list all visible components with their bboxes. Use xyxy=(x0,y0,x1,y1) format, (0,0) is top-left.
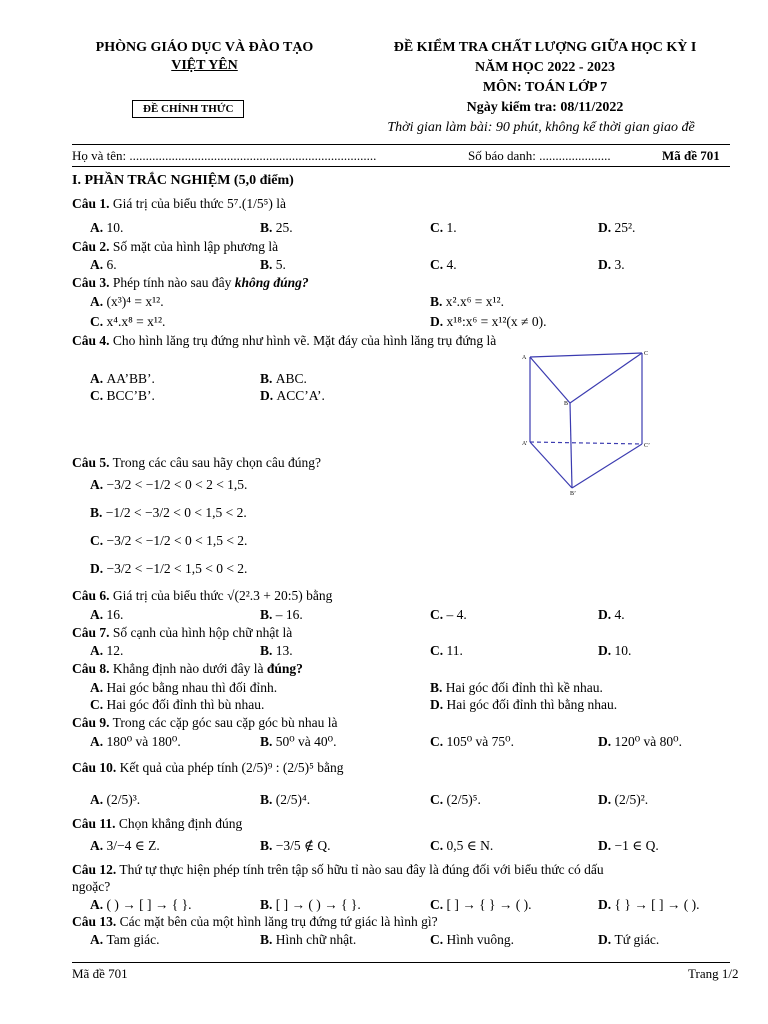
option-text: Hình vuông. xyxy=(446,932,514,947)
option-letter: C. xyxy=(430,734,447,749)
option-letter: A. xyxy=(90,734,107,749)
option-a[interactable] xyxy=(90,792,140,808)
option-letter: D. xyxy=(598,838,615,853)
option-d[interactable] xyxy=(598,220,635,236)
option-b[interactable] xyxy=(260,371,307,387)
option-letter: A. xyxy=(90,643,107,658)
option-b[interactable] xyxy=(260,607,303,623)
option-d[interactable] xyxy=(598,734,682,750)
option-d[interactable] xyxy=(598,792,648,808)
option-letter: D. xyxy=(598,220,615,235)
option-letter: A. xyxy=(90,897,107,912)
option-letter: B. xyxy=(90,505,106,520)
option-text: 3/−4 ∈ Z. xyxy=(106,838,160,853)
option-letter: B. xyxy=(260,734,276,749)
question-13 xyxy=(72,914,438,930)
option-d[interactable] xyxy=(598,897,699,913)
vertex-label: C’ xyxy=(644,443,650,449)
official-exam-box: ĐỀ CHÍNH THỨC xyxy=(132,100,244,118)
option-letter: A. xyxy=(90,838,107,853)
question-label: Câu 7. xyxy=(72,625,110,640)
option-letter: B. xyxy=(430,680,446,695)
student-id-field: Số báo danh: ...................... xyxy=(468,148,611,163)
option-text: x².x⁶ = x¹². xyxy=(445,294,504,309)
option-d[interactable] xyxy=(598,932,659,948)
prism-hidden-edge xyxy=(530,442,642,444)
option-text: BCC’B’. xyxy=(106,388,155,403)
option-letter: B. xyxy=(260,607,276,622)
option-text: 25. xyxy=(275,220,293,235)
option-c[interactable] xyxy=(90,314,165,330)
option-letter: B. xyxy=(260,643,276,658)
option-text: 180⁰ và 180⁰. xyxy=(106,734,181,749)
option-letter: B. xyxy=(260,897,276,912)
option-letter: C. xyxy=(90,314,107,329)
exam-duration: Thời gian làm bài: 90 phút, không kể thời gian giao đề xyxy=(387,120,695,135)
question-label: Câu 8. xyxy=(72,661,110,676)
option-c[interactable] xyxy=(430,257,457,273)
option-letter: A. xyxy=(90,792,107,807)
question-12 xyxy=(72,862,604,878)
option-c[interactable] xyxy=(430,932,514,948)
option-text: x¹⁸:x⁶ = x¹²(x ≠ 0). xyxy=(446,314,547,329)
option-c[interactable] xyxy=(430,838,493,854)
option-b[interactable] xyxy=(260,838,331,854)
option-letter: B. xyxy=(260,932,276,947)
option-d[interactable] xyxy=(598,607,625,623)
option-text: 4. xyxy=(614,607,625,622)
student-info-divider xyxy=(72,166,730,167)
vertex-label: A xyxy=(522,355,527,361)
option-letter: D. xyxy=(430,314,447,329)
option-letter: C. xyxy=(430,792,447,807)
option-letter: D. xyxy=(90,561,107,576)
option-text: Hai góc đối đỉnh thì bù nhau. xyxy=(106,697,265,712)
option-letter: C. xyxy=(430,932,447,947)
option-letter: B. xyxy=(260,838,276,853)
option-a[interactable] xyxy=(90,607,123,623)
option-text: { } → [ ] → ( ). xyxy=(614,897,700,912)
question-emphasis: không đúng? xyxy=(234,275,309,290)
option-letter: A. xyxy=(90,371,107,386)
vertex-label: B’ xyxy=(570,491,576,495)
prism-edge xyxy=(570,353,642,403)
option-letter: D. xyxy=(598,932,615,947)
option-text: 10. xyxy=(106,220,124,235)
option-c[interactable] xyxy=(430,897,531,913)
footer-divider xyxy=(72,962,730,963)
option-b[interactable] xyxy=(260,792,310,808)
question-text: Số mặt của hình lập phương là xyxy=(112,239,279,254)
question-8 xyxy=(72,661,303,677)
question-text: Trong các câu sau hãy chọn câu đúng? xyxy=(112,455,321,470)
option-text: 13. xyxy=(275,643,293,658)
question-emphasis: đúng? xyxy=(266,661,303,676)
option-letter: C. xyxy=(430,643,447,658)
option-letter: B. xyxy=(430,294,446,309)
option-c[interactable] xyxy=(430,643,463,659)
option-letter: A. xyxy=(90,932,107,947)
option-text: −3/5 ∉ Q. xyxy=(275,838,331,853)
option-text: 5. xyxy=(275,257,286,272)
option-a[interactable] xyxy=(90,838,160,854)
question-text: Cho hình lăng trụ đứng như hình vẽ. Mặt đáy của hình lăng trụ đứng là xyxy=(112,333,497,348)
question-text: Khẳng định nào dưới đây là xyxy=(112,661,264,676)
question-text: Các mặt bên của một hình lăng trụ đứng tứ giác là hình gì? xyxy=(119,914,438,929)
option-letter: C. xyxy=(90,697,107,712)
prism-figure xyxy=(520,345,660,495)
option-letter: A. xyxy=(90,607,107,622)
prism-edge xyxy=(572,444,642,488)
option-c[interactable] xyxy=(90,388,155,404)
option-d[interactable] xyxy=(430,697,617,713)
prism-edge xyxy=(530,357,570,403)
option-text: 12. xyxy=(106,643,124,658)
question-label: Câu 12. xyxy=(72,862,117,877)
question-text: Số cạnh của hình hộp chữ nhật là xyxy=(112,625,293,640)
vertex-label: B xyxy=(564,401,569,407)
question-text: Trong các cặp góc sau cặp góc bù nhau là xyxy=(112,715,338,730)
option-letter: D. xyxy=(598,257,615,272)
option-b[interactable] xyxy=(260,643,293,659)
option-text: (2/5)². xyxy=(614,792,649,807)
option-text: Hai góc đối đỉnh thì bằng nhau. xyxy=(446,697,618,712)
subject: MÔN: TOÁN LỚP 7 xyxy=(482,80,608,95)
option-text: (2/5)³. xyxy=(106,792,141,807)
option-text: −3/2 < −1/2 < 1,5 < 0 < 2. xyxy=(106,561,248,576)
question-label: Câu 5. xyxy=(72,455,110,470)
option-text: −1/2 < −3/2 < 0 < 1,5 < 2. xyxy=(105,505,247,520)
option-c[interactable] xyxy=(430,220,457,236)
option-text: – 16. xyxy=(275,607,303,622)
section-title: I. PHẦN TRẮC NGHIỆM (5,0 điểm) xyxy=(72,173,294,188)
question-2 xyxy=(72,239,278,255)
option-letter: A. xyxy=(90,680,107,695)
option-text: 120⁰ và 80⁰. xyxy=(614,734,682,749)
option-text: Hai góc đối đỉnh thì kề nhau. xyxy=(445,680,603,695)
option-a[interactable] xyxy=(90,897,191,913)
option-letter: B. xyxy=(260,371,276,386)
option-a[interactable] xyxy=(90,734,181,750)
option-text: – 4. xyxy=(446,607,467,622)
option-text: 16. xyxy=(106,607,124,622)
question-label: Câu 9. xyxy=(72,715,110,730)
option-b[interactable] xyxy=(260,897,361,913)
question-3 xyxy=(72,275,309,291)
option-a[interactable] xyxy=(90,371,155,387)
option-letter: A. xyxy=(90,257,107,272)
option-a[interactable] xyxy=(90,257,117,273)
question-text: Phép tính nào sau đây xyxy=(112,275,232,290)
question-9 xyxy=(72,715,337,731)
option-letter: B. xyxy=(260,257,276,272)
option-letter: D. xyxy=(598,607,615,622)
option-text: 50⁰ và 40⁰. xyxy=(275,734,337,749)
option-letter: D. xyxy=(598,734,615,749)
option-a[interactable] xyxy=(90,643,123,659)
option-text: ( ) → [ ] → { }. xyxy=(106,897,192,912)
option-letter: A. xyxy=(90,294,107,309)
option-letter: C. xyxy=(430,838,447,853)
option-text: Hai góc bằng nhau thì đối đỉnh. xyxy=(106,680,278,695)
option-letter: C. xyxy=(90,388,107,403)
option-a[interactable] xyxy=(90,932,160,948)
option-text: Tam giác. xyxy=(106,932,160,947)
question-6 xyxy=(72,588,332,604)
option-letter: C. xyxy=(90,533,107,548)
option-letter: A. xyxy=(90,477,107,492)
option-b[interactable] xyxy=(430,680,603,696)
question-label: Câu 1. xyxy=(72,196,110,211)
option-letter: C. xyxy=(430,607,447,622)
school-year: NĂM HỌC 2022 - 2023 xyxy=(475,60,615,75)
option-text: Hình chữ nhật. xyxy=(275,932,357,947)
option-d[interactable] xyxy=(90,561,247,577)
question-11 xyxy=(72,816,242,832)
department-name: PHÒNG GIÁO DỤC VÀ ĐÀO TẠO xyxy=(95,40,314,55)
question-1 xyxy=(72,196,286,212)
district-name: VIỆT YÊN xyxy=(171,58,238,73)
question-label: Câu 3. xyxy=(72,275,110,290)
option-a[interactable] xyxy=(90,220,123,236)
prism-edge xyxy=(530,442,572,488)
option-b[interactable] xyxy=(260,932,356,948)
exam-code: Mã đề 701 xyxy=(662,148,720,163)
option-text: ABC. xyxy=(275,371,307,386)
option-text: ACC’A’. xyxy=(276,388,325,403)
question-text: Chọn khẳng định đúng xyxy=(118,816,243,831)
option-text: −3/2 < −1/2 < 0 < 2 < 1,5. xyxy=(106,477,248,492)
option-text: 0,5 ∈ N. xyxy=(446,838,494,853)
option-d[interactable] xyxy=(430,314,546,330)
option-letter: D. xyxy=(598,897,615,912)
option-a[interactable] xyxy=(90,294,164,310)
option-text: [ ] → { } → ( ). xyxy=(446,897,532,912)
option-d[interactable] xyxy=(598,257,625,273)
footer-exam-code: Mã đề 701 xyxy=(72,966,128,981)
option-b[interactable] xyxy=(260,220,293,236)
option-text: 105⁰ và 75⁰. xyxy=(446,734,514,749)
prism-edge xyxy=(570,403,572,488)
option-c[interactable] xyxy=(90,533,247,549)
option-text: (2/5)⁵. xyxy=(446,792,481,807)
option-text: Tứ giác. xyxy=(614,932,660,947)
option-text: 10. xyxy=(614,643,632,658)
vertex-label: C xyxy=(644,351,649,357)
option-letter: D. xyxy=(260,388,277,403)
question-4 xyxy=(72,333,496,349)
header-divider xyxy=(72,144,730,145)
option-d[interactable] xyxy=(260,388,325,404)
option-a[interactable] xyxy=(90,477,247,493)
exam-date: Ngày kiểm tra: 08/11/2022 xyxy=(466,100,624,115)
option-text: 1. xyxy=(446,220,457,235)
question-label: Câu 6. xyxy=(72,588,110,603)
question-label: Câu 13. xyxy=(72,914,117,929)
option-text: −1 ∈ Q. xyxy=(614,838,659,853)
question-label: Câu 4. xyxy=(72,333,110,348)
option-a[interactable] xyxy=(90,680,277,696)
option-text: 6. xyxy=(106,257,117,272)
option-b[interactable] xyxy=(260,734,336,750)
option-letter: D. xyxy=(598,792,615,807)
question-10 xyxy=(72,760,344,776)
student-name-field: Họ và tên: ............................................................................ xyxy=(72,148,377,163)
option-text: 11. xyxy=(446,643,463,658)
option-letter: D. xyxy=(598,643,615,658)
question-text: Thứ tự thực hiện phép tính trên tập số hữu tỉ nào sau đây là đúng đối với biểu thức có dấu xyxy=(119,862,604,877)
option-b[interactable] xyxy=(430,294,504,310)
option-text: 25². xyxy=(614,220,636,235)
option-text: (2/5)⁴. xyxy=(275,792,311,807)
option-letter: C. xyxy=(430,897,447,912)
option-c[interactable] xyxy=(430,734,514,750)
question-text-continued: ngoặc? xyxy=(72,879,111,894)
question-label: Câu 2. xyxy=(72,239,110,254)
option-letter: B. xyxy=(260,792,276,807)
option-c[interactable] xyxy=(430,607,467,623)
option-text: x⁴.x⁸ = x¹². xyxy=(106,314,166,329)
prism-edge xyxy=(530,353,642,357)
option-text: (x³)⁴ = x¹². xyxy=(106,294,164,309)
option-d[interactable] xyxy=(598,643,631,659)
option-d[interactable] xyxy=(598,838,659,854)
vertex-label: A’ xyxy=(522,441,528,447)
question-text: Giá trị của biểu thức √(2².3 + 20:5) bằng xyxy=(112,588,333,603)
option-text: −3/2 < −1/2 < 0 < 1,5 < 2. xyxy=(106,533,248,548)
option-letter: B. xyxy=(260,220,276,235)
exam-title: ĐỀ KIỂM TRA CHẤT LƯỢNG GIỮA HỌC KỲ I xyxy=(393,40,697,55)
page-number: Trang 1/2 xyxy=(688,966,739,981)
option-text: 4. xyxy=(446,257,457,272)
option-b[interactable] xyxy=(260,257,286,273)
question-label: Câu 11. xyxy=(72,816,116,831)
question-label: Câu 10. xyxy=(72,760,117,775)
question-text: Giá trị của biểu thức 5⁷.(1/5⁵) là xyxy=(112,196,286,211)
option-text: AA’BB’. xyxy=(106,371,155,386)
question-7 xyxy=(72,625,292,641)
option-letter: C. xyxy=(430,257,447,272)
option-text: 3. xyxy=(614,257,625,272)
option-letter: C. xyxy=(430,220,447,235)
option-text: [ ] → ( ) → { }. xyxy=(275,897,361,912)
option-b[interactable] xyxy=(90,505,247,521)
question-5 xyxy=(72,455,321,471)
option-c[interactable] xyxy=(430,792,481,808)
question-text: Kết quả của phép tính (2/5)⁹ : (2/5)⁵ bằng xyxy=(119,760,344,775)
option-letter: A. xyxy=(90,220,107,235)
option-letter: D. xyxy=(430,697,447,712)
option-c[interactable] xyxy=(90,697,264,713)
